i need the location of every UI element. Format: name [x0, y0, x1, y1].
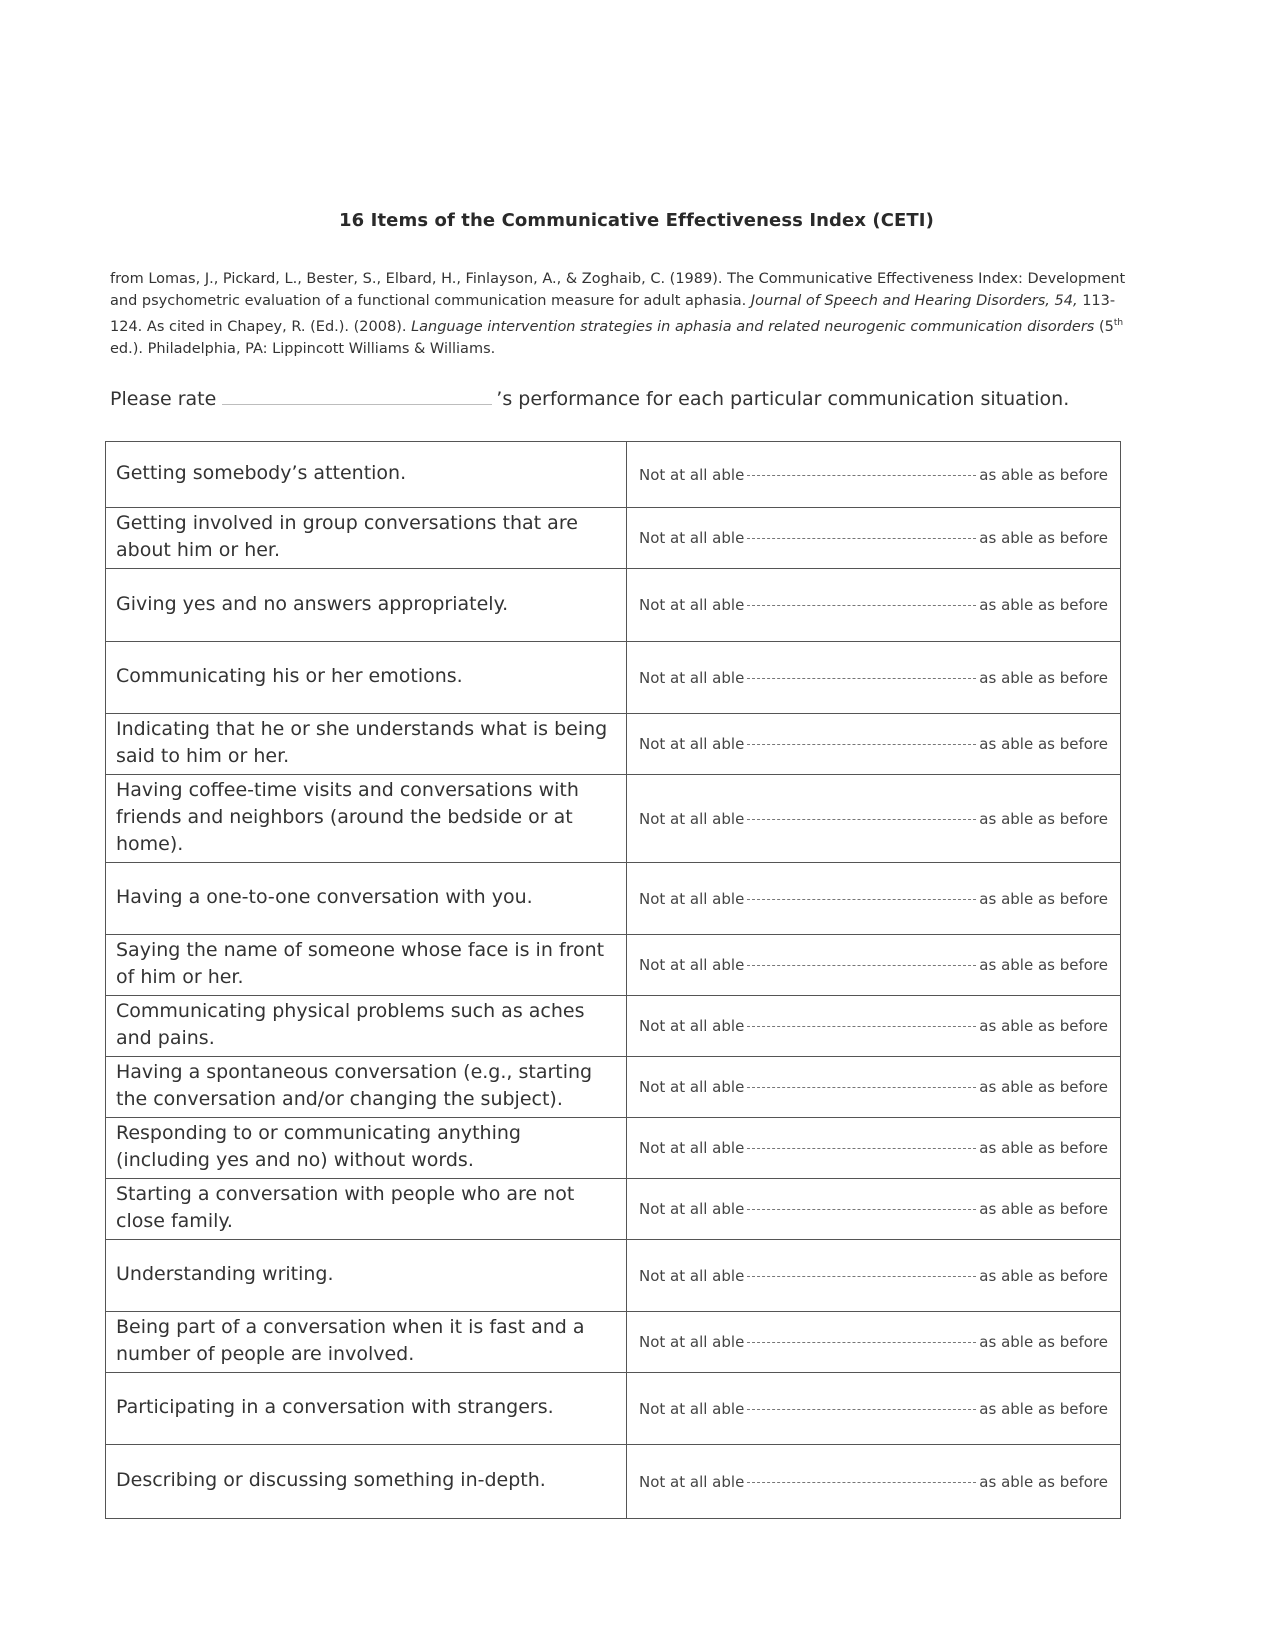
item-description: Being part of a conversation when it is fast and a number of people are involved. [106, 1312, 627, 1373]
scale-dashed-line[interactable] [747, 678, 976, 679]
citation-superscript: th [1113, 318, 1124, 328]
scale-dashed-line[interactable] [747, 605, 976, 606]
rating-scale[interactable] [627, 642, 1121, 714]
rating-scale[interactable] [627, 508, 1121, 569]
scale-dashed-line[interactable] [747, 475, 976, 476]
scale-low-label: Not at all able [639, 1472, 745, 1491]
name-blank-field[interactable] [222, 388, 492, 405]
item-description: Communicating his or her emotions. [106, 642, 627, 714]
rating-scale[interactable] [627, 1118, 1121, 1179]
ceti-item-row [106, 935, 1121, 996]
rating-scale-line[interactable] [639, 1200, 1108, 1218]
scale-high-label: as able as before [979, 809, 1108, 828]
item-description: Having coffee-time visits and conversations with friends and neighbors (around the bedside or at home). [106, 775, 627, 863]
rating-scale-line[interactable] [639, 1017, 1108, 1035]
ceti-item-row [106, 642, 1121, 714]
ceti-item-row [106, 508, 1121, 569]
scale-low-label: Not at all able [639, 1266, 745, 1285]
citation [110, 268, 1130, 360]
scale-low-label: Not at all able [639, 889, 745, 908]
scale-high-label: as able as before [979, 1078, 1108, 1096]
scale-dashed-line[interactable] [747, 1409, 976, 1410]
scale-high-label: as able as before [979, 596, 1108, 614]
item-description: Starting a conversation with people who are not close family. [106, 1179, 627, 1240]
scale-high-label: as able as before [979, 1017, 1108, 1035]
ceti-item-row [106, 442, 1121, 508]
scale-high-label: as able as before [979, 889, 1108, 908]
rating-scale[interactable] [627, 1445, 1121, 1519]
scale-high-label: as able as before [979, 465, 1108, 484]
scale-dashed-line[interactable] [747, 1148, 976, 1149]
scale-low-label: Not at all able [639, 1017, 745, 1035]
scale-dashed-line[interactable] [747, 1087, 976, 1088]
scale-low-label: Not at all able [639, 529, 745, 547]
scale-high-label: as able as before [979, 529, 1108, 547]
citation-text: 113-124. As cited in Chapey, R. (Ed.). (2008). [110, 293, 1116, 335]
ceti-item-row [106, 1118, 1121, 1179]
scale-dashed-line[interactable] [747, 1276, 976, 1277]
item-description: Having a one-to-one conversation with you. [106, 863, 627, 935]
scale-dashed-line[interactable] [747, 965, 976, 966]
ceti-item-row [106, 1312, 1121, 1373]
page-title: 16 Items of the Communicative Effectiveness Index (CETI) [339, 210, 934, 231]
citation-text: ed.). Philadelphia, PA: Lippincott Williams & Williams. [110, 340, 496, 357]
scale-dashed-line[interactable] [747, 744, 976, 745]
rating-scale[interactable] [627, 1312, 1121, 1373]
ceti-item-row [106, 996, 1121, 1057]
scale-high-label: as able as before [979, 1472, 1108, 1491]
scale-high-label: as able as before [979, 1399, 1108, 1418]
item-description: Describing or discussing something in-depth. [106, 1445, 627, 1519]
item-description: Indicating that he or she understands what is being said to him or her. [106, 714, 627, 775]
scale-low-label: Not at all able [639, 596, 745, 614]
scale-dashed-line[interactable] [747, 1026, 976, 1027]
scale-dashed-line[interactable] [747, 819, 976, 820]
rating-scale-line[interactable] [639, 1333, 1108, 1351]
scale-dashed-line[interactable] [747, 538, 976, 539]
item-description: Communicating physical problems such as aches and pains. [106, 996, 627, 1057]
scale-dashed-line[interactable] [747, 899, 976, 900]
scale-high-label: as able as before [979, 956, 1108, 974]
scale-low-label: Not at all able [639, 809, 745, 828]
scale-low-label: Not at all able [639, 1139, 745, 1157]
prompt-text-after: ’s performance for each particular communication situation. [496, 388, 1070, 410]
scale-high-label: as able as before [979, 1266, 1108, 1285]
rating-scale-line[interactable] [639, 596, 1108, 614]
rating-scale-line[interactable] [639, 529, 1108, 547]
rating-scale[interactable] [627, 442, 1121, 508]
citation-book-title: Language intervention strategies in aphasia and related neurogenic communication disorders [411, 318, 1095, 335]
citation-journal: Journal of Speech and Hearing Disorders, 54, [750, 293, 1078, 309]
ceti-item-row [106, 863, 1121, 935]
rating-scale[interactable] [627, 569, 1121, 642]
rating-scale-line[interactable] [639, 1139, 1108, 1157]
scale-low-label: Not at all able [639, 956, 745, 974]
scale-high-label: as able as before [979, 735, 1108, 753]
item-description: Getting somebody’s attention. [106, 442, 627, 508]
scale-high-label: as able as before [979, 668, 1108, 687]
scale-low-label: Not at all able [639, 1200, 745, 1218]
rating-prompt [110, 388, 1170, 410]
rating-scale[interactable] [627, 714, 1121, 775]
rating-scale[interactable] [627, 1240, 1121, 1312]
scale-high-label: as able as before [979, 1200, 1108, 1218]
rating-scale[interactable] [627, 863, 1121, 935]
ceti-item-row [106, 1179, 1121, 1240]
item-description: Giving yes and no answers appropriately. [106, 569, 627, 642]
rating-scale[interactable] [627, 775, 1121, 863]
ceti-rating-table [105, 441, 1121, 1519]
ceti-item-row [106, 1057, 1121, 1118]
citation-text: from Lomas, J., Pickard, L., Bester, S., Elbard, H., Finlayson, A., & Zoghaib, C. (1989). The Communicative Effectiveness Index: Development and psychometric evaluation of a functional communication measure for adult aphasia. [110, 271, 1126, 309]
ceti-item-row [106, 714, 1121, 775]
ceti-item-row [106, 1240, 1121, 1312]
rating-scale-line[interactable] [639, 890, 1108, 908]
scale-dashed-line[interactable] [747, 1482, 976, 1483]
scale-low-label: Not at all able [639, 735, 745, 753]
rating-scale-line[interactable] [639, 1400, 1108, 1418]
rating-scale-line[interactable] [639, 1078, 1108, 1096]
scale-low-label: Not at all able [639, 1333, 745, 1351]
rating-scale-line[interactable] [639, 1473, 1108, 1491]
item-description: Saying the name of someone whose face is in front of him or her. [106, 935, 627, 996]
ceti-item-row [106, 775, 1121, 863]
scale-low-label: Not at all able [639, 465, 745, 484]
item-description: Responding to or communicating anything (including yes and no) without words. [106, 1118, 627, 1179]
rating-scale[interactable] [627, 1373, 1121, 1445]
rating-scale[interactable] [627, 996, 1121, 1057]
scale-high-label: as able as before [979, 1139, 1108, 1157]
rating-scale-line[interactable] [639, 735, 1108, 753]
rating-scale-line[interactable] [639, 466, 1108, 484]
scale-dashed-line[interactable] [747, 1209, 976, 1210]
ceti-item-row [106, 1445, 1121, 1519]
scale-low-label: Not at all able [639, 1399, 745, 1418]
citation-text: (5 [1094, 318, 1114, 335]
scale-high-label: as able as before [979, 1333, 1108, 1351]
ceti-item-row [106, 569, 1121, 642]
rating-scale[interactable] [627, 935, 1121, 996]
item-description: Having a spontaneous conversation (e.g., starting the conversation and/or changing the subject). [106, 1057, 627, 1118]
rating-scale-line[interactable] [639, 1267, 1108, 1285]
ceti-item-row [106, 1373, 1121, 1445]
rating-scale-line[interactable] [639, 669, 1108, 687]
item-description: Getting involved in group conversations that are about him or her. [106, 508, 627, 569]
prompt-text-before: Please rate [110, 388, 217, 410]
item-description: Participating in a conversation with strangers. [106, 1373, 627, 1445]
rating-scale[interactable] [627, 1057, 1121, 1118]
scale-low-label: Not at all able [639, 668, 745, 687]
rating-scale-line[interactable] [639, 956, 1108, 974]
rating-scale[interactable] [627, 1179, 1121, 1240]
rating-scale-line[interactable] [639, 810, 1108, 828]
item-description: Understanding writing. [106, 1240, 627, 1312]
scale-low-label: Not at all able [639, 1078, 745, 1096]
scale-dashed-line[interactable] [747, 1342, 976, 1343]
